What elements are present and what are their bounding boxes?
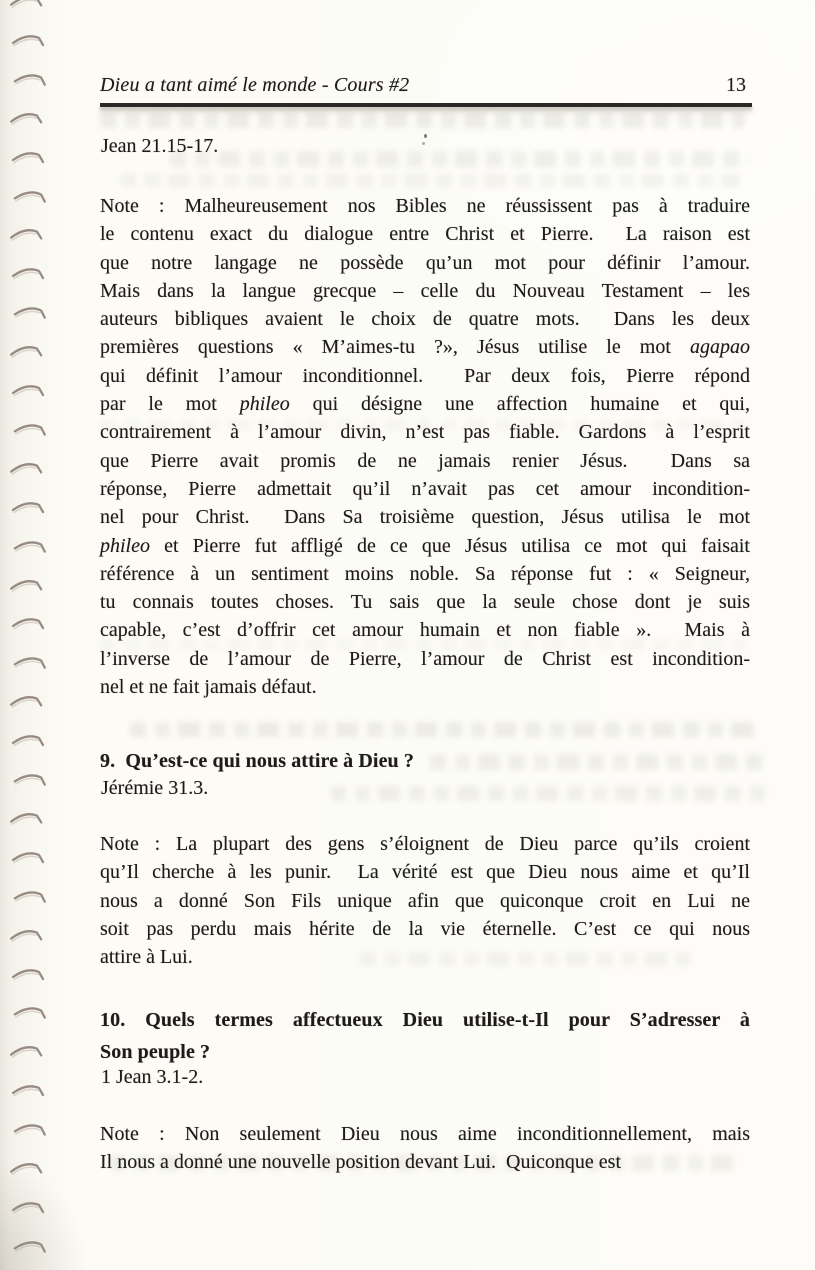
text-line: auteurs bibliques avaient le choix de quatre mots. Dans les deux xyxy=(100,308,750,331)
text-line: premières questions « M’aimes-tu ?», Jésus utilise le mot agapao xyxy=(100,336,750,359)
header-rule xyxy=(100,103,752,107)
text-line: Mais dans la langue grecque – celle du Nouveau Testament – les xyxy=(100,279,750,302)
running-header-title: Dieu a tant aimé le monde - Cours #2 xyxy=(100,74,410,96)
note-paragraph-1 xyxy=(100,192,750,701)
text-line: qui définit l’amour inconditionnel. Par deux fois, Pierre répond xyxy=(100,364,750,387)
text-line: que Pierre avait promis de ne jamais renier Jésus. Dans sa xyxy=(100,449,750,472)
text-line: nel et ne fait jamais défaut. xyxy=(100,676,317,699)
text-line: tu connais toutes choses. Tu sais que la seule chose dont je suis xyxy=(100,591,750,614)
question-9-heading xyxy=(100,747,750,775)
text-line: Son peuple ? xyxy=(100,1041,211,1063)
page-number: 13 xyxy=(726,74,746,96)
text-line: l’inverse de l’amour de Pierre, l’amour de Christ est incondition- xyxy=(100,647,750,670)
text-line: phileo et Pierre fut affligé de ce que Jésus utilisa ce mot qui faisait xyxy=(100,534,750,557)
note-paragraph-q10 xyxy=(100,1120,750,1177)
scripture-reference-q10: 1 Jean 3.1-2. xyxy=(101,1066,204,1088)
scripture-reference-jean: Jean 21.15-17. xyxy=(101,135,219,157)
text-line: Note : La plupart des gens s’éloignent de Dieu parce qu’ils croient xyxy=(100,833,750,855)
text-line: Note : Non seulement Dieu nous aime inconditionnellement, mais xyxy=(100,1123,750,1145)
scripture-reference-q9: Jérémie 31.3. xyxy=(101,777,209,799)
text-line: attire à Lui. xyxy=(100,946,193,969)
text-line: nel pour Christ. Dans Sa troisième question, Jésus utilisa le mot xyxy=(100,506,750,529)
text-line: par le mot phileo qui désigne une affection humaine et qui, xyxy=(100,393,750,416)
text-line: 9. Qu’est-ce qui nous attire à Dieu ? xyxy=(100,750,414,772)
text-line: Note : Malheureusement nos Bibles ne réussissent pas à traduire xyxy=(100,195,750,217)
text-line: réponse, Pierre admettait qu’il n’avait pas cet amour incondition- xyxy=(100,477,750,500)
text-line: que notre langage ne possède qu’un mot pour définir l’amour. xyxy=(100,251,750,274)
text-line: 10. Quels termes affectueux Dieu utilise-t-Il pour S’adresser à xyxy=(100,1009,750,1031)
page-header xyxy=(100,74,750,97)
question-10-heading xyxy=(100,1004,750,1068)
text-line: soit pas perdu mais hérite de la vie éternelle. C’est ce qui nous xyxy=(100,917,750,940)
text-line: le contenu exact du dialogue entre Christ et Pierre. La raison est xyxy=(100,223,750,246)
text-line: contrairement à l’amour divin, n’est pas fiable. Gardons à l’esprit xyxy=(100,421,750,444)
text-line: Il nous a donné une nouvelle position devant Lui. Quiconque est xyxy=(100,1151,622,1174)
scan-speck xyxy=(424,134,427,138)
text-line: capable, c’est d’offrir cet amour humain et non fiable ». Mais à xyxy=(100,619,750,642)
text-line: référence à un sentiment moins noble. Sa réponse fut : « Seigneur, xyxy=(100,562,750,585)
scan-speck xyxy=(422,142,425,145)
note-paragraph-q9 xyxy=(100,830,750,971)
text-line: qu’Il cherche à les punir. La vérité est que Dieu nous aime et qu’Il xyxy=(100,861,750,884)
text-line: nous a donné Son Fils unique afin que quiconque croit en Lui ne xyxy=(100,889,750,912)
